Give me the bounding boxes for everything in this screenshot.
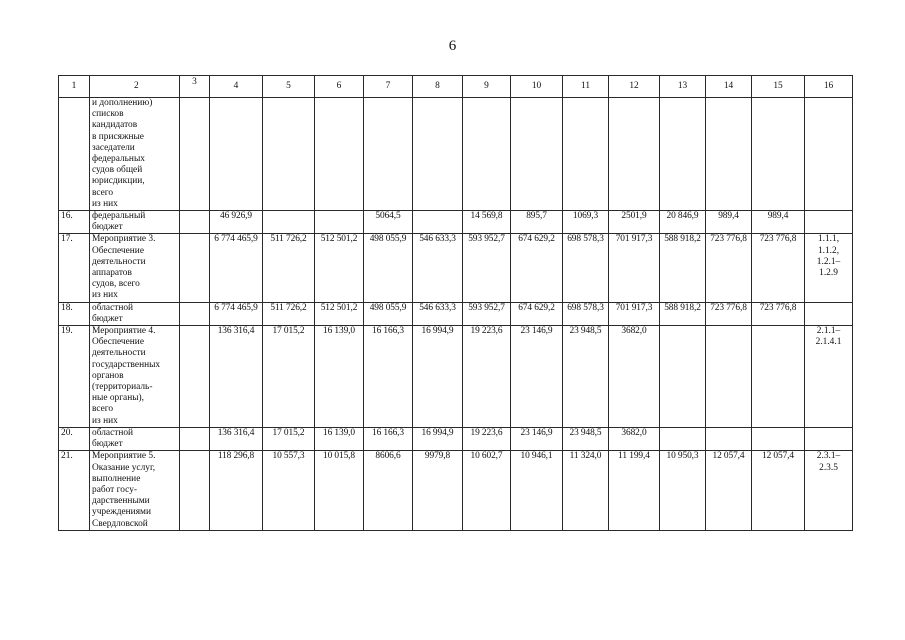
value-cell: 593 952,7 bbox=[463, 234, 511, 302]
value-cell bbox=[315, 98, 364, 211]
task-code-cell: 1.1.1, 1.1.2, 1.2.1– 1.2.9 bbox=[805, 234, 853, 302]
row-index-cell: 16. bbox=[59, 211, 90, 234]
value-cell: 498 055,9 bbox=[364, 302, 413, 325]
value-cell bbox=[660, 427, 706, 450]
value-cell: 701 917,3 bbox=[609, 234, 660, 302]
column-header: 3 bbox=[180, 76, 210, 98]
value-cell: 511 726,2 bbox=[263, 234, 315, 302]
value-cell: 8606,6 bbox=[364, 451, 413, 530]
value-cell bbox=[660, 326, 706, 428]
value-cell: 14 569,8 bbox=[463, 211, 511, 234]
column-header: 13 bbox=[660, 76, 706, 98]
value-cell: 3682,0 bbox=[609, 326, 660, 428]
row-name-cell: областной бюджет bbox=[90, 427, 180, 450]
column-header: 12 bbox=[609, 76, 660, 98]
value-cell: 511 726,2 bbox=[263, 302, 315, 325]
column-header: 15 bbox=[752, 76, 805, 98]
row-name-cell: Мероприятие 5. Оказание услуг, выполнение работ госу- дарственными учреждениями Свердловской bbox=[90, 451, 180, 530]
value-cell: 546 633,3 bbox=[413, 302, 463, 325]
table-row bbox=[59, 302, 853, 325]
value-cell: 10 602,7 bbox=[463, 451, 511, 530]
table-row bbox=[59, 234, 853, 302]
value-cell: 10 557,3 bbox=[263, 451, 315, 530]
column-header: 5 bbox=[263, 76, 315, 98]
row-name-cell: федеральный бюджет bbox=[90, 211, 180, 234]
row-index-cell: 18. bbox=[59, 302, 90, 325]
value-cell: 6 774 465,9 bbox=[210, 302, 263, 325]
value-cell bbox=[752, 326, 805, 428]
value-cell: 989,4 bbox=[752, 211, 805, 234]
task-code-cell: 2.1.1– 2.1.4.1 bbox=[805, 326, 853, 428]
table-row bbox=[59, 451, 853, 530]
value-cell: 512 501,2 bbox=[315, 302, 364, 325]
column-header: 10 bbox=[511, 76, 563, 98]
value-cell bbox=[563, 98, 609, 211]
value-cell bbox=[180, 427, 210, 450]
value-cell bbox=[180, 326, 210, 428]
value-cell: 11 324,0 bbox=[563, 451, 609, 530]
value-cell: 10 015,8 bbox=[315, 451, 364, 530]
value-cell: 23 948,5 bbox=[563, 326, 609, 428]
value-cell: 701 917,3 bbox=[609, 302, 660, 325]
value-cell: 16 994,9 bbox=[413, 326, 463, 428]
row-index-cell bbox=[59, 98, 90, 211]
value-cell: 2501,9 bbox=[609, 211, 660, 234]
column-header: 9 bbox=[463, 76, 511, 98]
column-header: 16 bbox=[805, 76, 853, 98]
value-cell: 698 578,3 bbox=[563, 302, 609, 325]
value-cell: 10 946,1 bbox=[511, 451, 563, 530]
table-header-row bbox=[59, 76, 853, 98]
value-cell: 12 057,4 bbox=[752, 451, 805, 530]
column-header: 7 bbox=[364, 76, 413, 98]
value-cell bbox=[315, 211, 364, 234]
value-cell: 9979,8 bbox=[413, 451, 463, 530]
value-cell bbox=[706, 326, 752, 428]
value-cell: 16 994,9 bbox=[413, 427, 463, 450]
value-cell: 23 948,5 bbox=[563, 427, 609, 450]
value-cell: 20 846,9 bbox=[660, 211, 706, 234]
value-cell bbox=[609, 98, 660, 211]
value-cell: 674 629,2 bbox=[511, 234, 563, 302]
value-cell: 723 776,8 bbox=[752, 302, 805, 325]
value-cell bbox=[706, 98, 752, 211]
task-code-cell bbox=[805, 427, 853, 450]
table-row bbox=[59, 326, 853, 428]
value-cell: 512 501,2 bbox=[315, 234, 364, 302]
value-cell bbox=[364, 98, 413, 211]
value-cell: 19 223,6 bbox=[463, 427, 511, 450]
value-cell: 16 139,0 bbox=[315, 427, 364, 450]
column-header: 14 bbox=[706, 76, 752, 98]
value-cell bbox=[180, 302, 210, 325]
value-cell: 46 926,9 bbox=[210, 211, 263, 234]
row-name-cell: и дополнению) списков кандидатов в присяжные заседатели федеральных судов общей юрисдикции, всего из них bbox=[90, 98, 180, 211]
value-cell bbox=[706, 427, 752, 450]
column-header: 11 bbox=[563, 76, 609, 98]
column-header: 6 bbox=[315, 76, 364, 98]
value-cell: 17 015,2 bbox=[263, 326, 315, 428]
value-cell: 593 952,7 bbox=[463, 302, 511, 325]
value-cell: 989,4 bbox=[706, 211, 752, 234]
value-cell bbox=[752, 427, 805, 450]
column-header: 4 bbox=[210, 76, 263, 98]
page-number: 6 bbox=[448, 38, 457, 54]
value-cell bbox=[263, 211, 315, 234]
value-cell: 588 918,2 bbox=[660, 302, 706, 325]
value-cell: 10 950,3 bbox=[660, 451, 706, 530]
budget-table bbox=[58, 75, 853, 531]
table-row bbox=[59, 98, 853, 211]
value-cell: 11 199,4 bbox=[609, 451, 660, 530]
value-cell: 723 776,8 bbox=[706, 234, 752, 302]
value-cell bbox=[463, 98, 511, 211]
column-header: 8 bbox=[413, 76, 463, 98]
task-code-cell: 2.3.1– 2.3.5 bbox=[805, 451, 853, 530]
value-cell: 136 316,4 bbox=[210, 326, 263, 428]
value-cell bbox=[660, 98, 706, 211]
column-header: 2 bbox=[90, 76, 180, 98]
value-cell: 546 633,3 bbox=[413, 234, 463, 302]
value-cell: 6 774 465,9 bbox=[210, 234, 263, 302]
value-cell bbox=[752, 98, 805, 211]
value-cell bbox=[263, 98, 315, 211]
value-cell: 588 918,2 bbox=[660, 234, 706, 302]
value-cell: 16 139,0 bbox=[315, 326, 364, 428]
task-code-cell bbox=[805, 302, 853, 325]
value-cell: 12 057,4 bbox=[706, 451, 752, 530]
value-cell bbox=[413, 211, 463, 234]
row-name-cell: Мероприятие 3. Обеспечение деятельности аппаратов судов, всего из них bbox=[90, 234, 180, 302]
value-cell bbox=[180, 451, 210, 530]
value-cell: 723 776,8 bbox=[706, 302, 752, 325]
value-cell bbox=[180, 211, 210, 234]
value-cell bbox=[180, 234, 210, 302]
table-body bbox=[59, 98, 853, 531]
value-cell: 136 316,4 bbox=[210, 427, 263, 450]
table-row bbox=[59, 427, 853, 450]
value-cell: 19 223,6 bbox=[463, 326, 511, 428]
value-cell: 723 776,8 bbox=[752, 234, 805, 302]
value-cell: 23 146,9 bbox=[511, 326, 563, 428]
value-cell bbox=[511, 98, 563, 211]
value-cell: 16 166,3 bbox=[364, 326, 413, 428]
value-cell: 5064,5 bbox=[364, 211, 413, 234]
value-cell: 118 296,8 bbox=[210, 451, 263, 530]
row-index-cell: 19. bbox=[59, 326, 90, 428]
value-cell: 1069,3 bbox=[563, 211, 609, 234]
value-cell: 17 015,2 bbox=[263, 427, 315, 450]
value-cell bbox=[180, 98, 210, 211]
row-index-cell: 17. bbox=[59, 234, 90, 302]
table-row bbox=[59, 211, 853, 234]
value-cell: 23 146,9 bbox=[511, 427, 563, 450]
task-code-cell bbox=[805, 98, 853, 211]
value-cell: 674 629,2 bbox=[511, 302, 563, 325]
value-cell bbox=[210, 98, 263, 211]
row-name-cell: областной бюджет bbox=[90, 302, 180, 325]
value-cell: 895,7 bbox=[511, 211, 563, 234]
column-header: 1 bbox=[59, 76, 90, 98]
value-cell: 698 578,3 bbox=[563, 234, 609, 302]
task-code-cell bbox=[805, 211, 853, 234]
row-index-cell: 21. bbox=[59, 451, 90, 530]
row-index-cell: 20. bbox=[59, 427, 90, 450]
value-cell: 16 166,3 bbox=[364, 427, 413, 450]
value-cell: 3682,0 bbox=[609, 427, 660, 450]
value-cell bbox=[413, 98, 463, 211]
value-cell: 498 055,9 bbox=[364, 234, 413, 302]
row-name-cell: Мероприятие 4. Обеспечение деятельности государственных органов (территориаль- ные органы), всего из них bbox=[90, 326, 180, 428]
